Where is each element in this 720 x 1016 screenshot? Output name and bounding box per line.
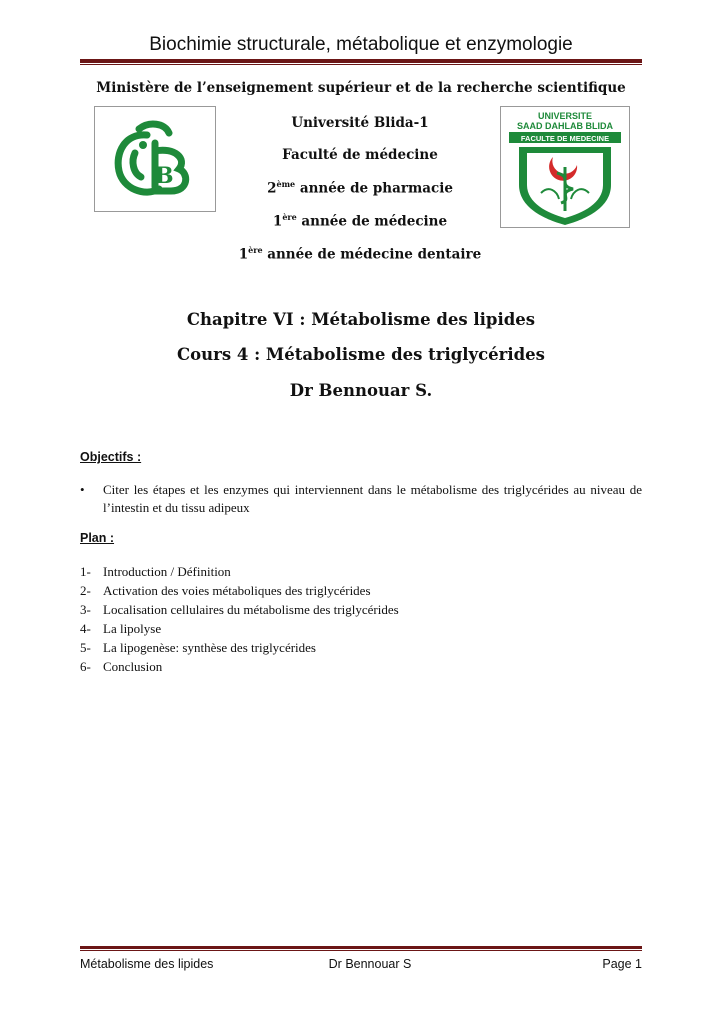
faculty-name: Faculté de médecine: [282, 147, 438, 163]
year-pharmacy: [200, 179, 520, 197]
year-medicine-sup: ère: [282, 212, 297, 222]
chapter-title: Chapitre VI : Métabolisme des lipides: [186, 310, 536, 329]
plan-item-label: Conclusion: [103, 659, 163, 674]
year-dental-num: 1: [238, 246, 249, 263]
footer-rule-thin: [80, 950, 642, 951]
author-name: Dr Bennouar S.: [289, 381, 433, 400]
objectives-heading: Objectifs :: [80, 450, 142, 464]
list-item: [80, 600, 642, 619]
logo-text-saad-dahlab: SAAD DAHLAB BLIDA: [517, 121, 613, 131]
plan-item-label: Localisation cellulaires du métabolisme des triglycérides: [103, 602, 399, 617]
year-dental-rest: année de médecine dentaire: [262, 246, 482, 263]
list-item: [80, 581, 642, 600]
year-dental: [200, 245, 520, 263]
year-medicine: [200, 212, 520, 230]
logo-text-faculty: FACULTE DE MEDECINE: [520, 134, 610, 143]
objective-text: Citer les étapes et les enzymes qui interviennent dans le métabolisme des triglycérides au niveau de l’intestin et du tissu adipeux: [103, 482, 642, 515]
footer-page-number: Page 1: [602, 957, 642, 971]
bullet-icon: •: [80, 482, 85, 497]
plan-item-label: Introduction / Définition: [103, 564, 231, 579]
plan-item-label: La lipolyse: [103, 621, 162, 636]
list-item: [80, 657, 642, 676]
footer-center: Dr Bennouar S: [328, 957, 412, 971]
year-pharmacy-sup: ème: [276, 179, 296, 189]
plan-list: [80, 562, 642, 676]
plan-item-number: 1-: [80, 564, 91, 579]
ministry-line: Ministère de l’enseignement supérieur et de la recherche scientifique: [96, 80, 626, 96]
plan-item-number: 6-: [80, 659, 91, 674]
list-item: [80, 638, 642, 657]
plan-item-number: 4-: [80, 621, 91, 636]
page-header-title: Biochimie structurale, métabolique et enzymologie: [149, 34, 573, 55]
plan-item-label: La lipogenèse: synthèse des triglycérides: [103, 640, 316, 655]
plan-item-number: 2-: [80, 583, 91, 598]
footer-left: Métabolisme des lipides: [80, 957, 214, 971]
plan-item-number: 3-: [80, 602, 91, 617]
course-title: Cours 4 : Métabolisme des triglycérides: [177, 345, 545, 364]
objective-item: [80, 481, 642, 517]
logo-text-university: UNIVERSITE: [537, 111, 593, 121]
logo-letter: B: [155, 163, 174, 189]
year-medicine-num: 1: [272, 213, 283, 230]
university-logo-left: [94, 106, 216, 212]
footer-rule: [80, 946, 642, 949]
header-rule: [80, 59, 642, 63]
plan-item-label: Activation des voies métaboliques des triglycérides: [103, 583, 371, 598]
list-item: [80, 619, 642, 638]
year-medicine-rest: année de médecine: [296, 213, 448, 230]
plan-item-number: 5-: [80, 640, 91, 655]
plan-heading: Plan :: [80, 531, 115, 545]
year-pharmacy-num: 2: [267, 180, 277, 197]
faculty-crest-icon: [501, 107, 629, 227]
header-rule-thin: [80, 64, 642, 65]
university-emblem-icon: [95, 107, 215, 211]
university-name: Université Blida-1: [291, 115, 429, 131]
list-item: [80, 562, 642, 581]
year-pharmacy-rest: année de pharmacie: [295, 180, 453, 197]
year-dental-sup: ère: [248, 245, 263, 255]
